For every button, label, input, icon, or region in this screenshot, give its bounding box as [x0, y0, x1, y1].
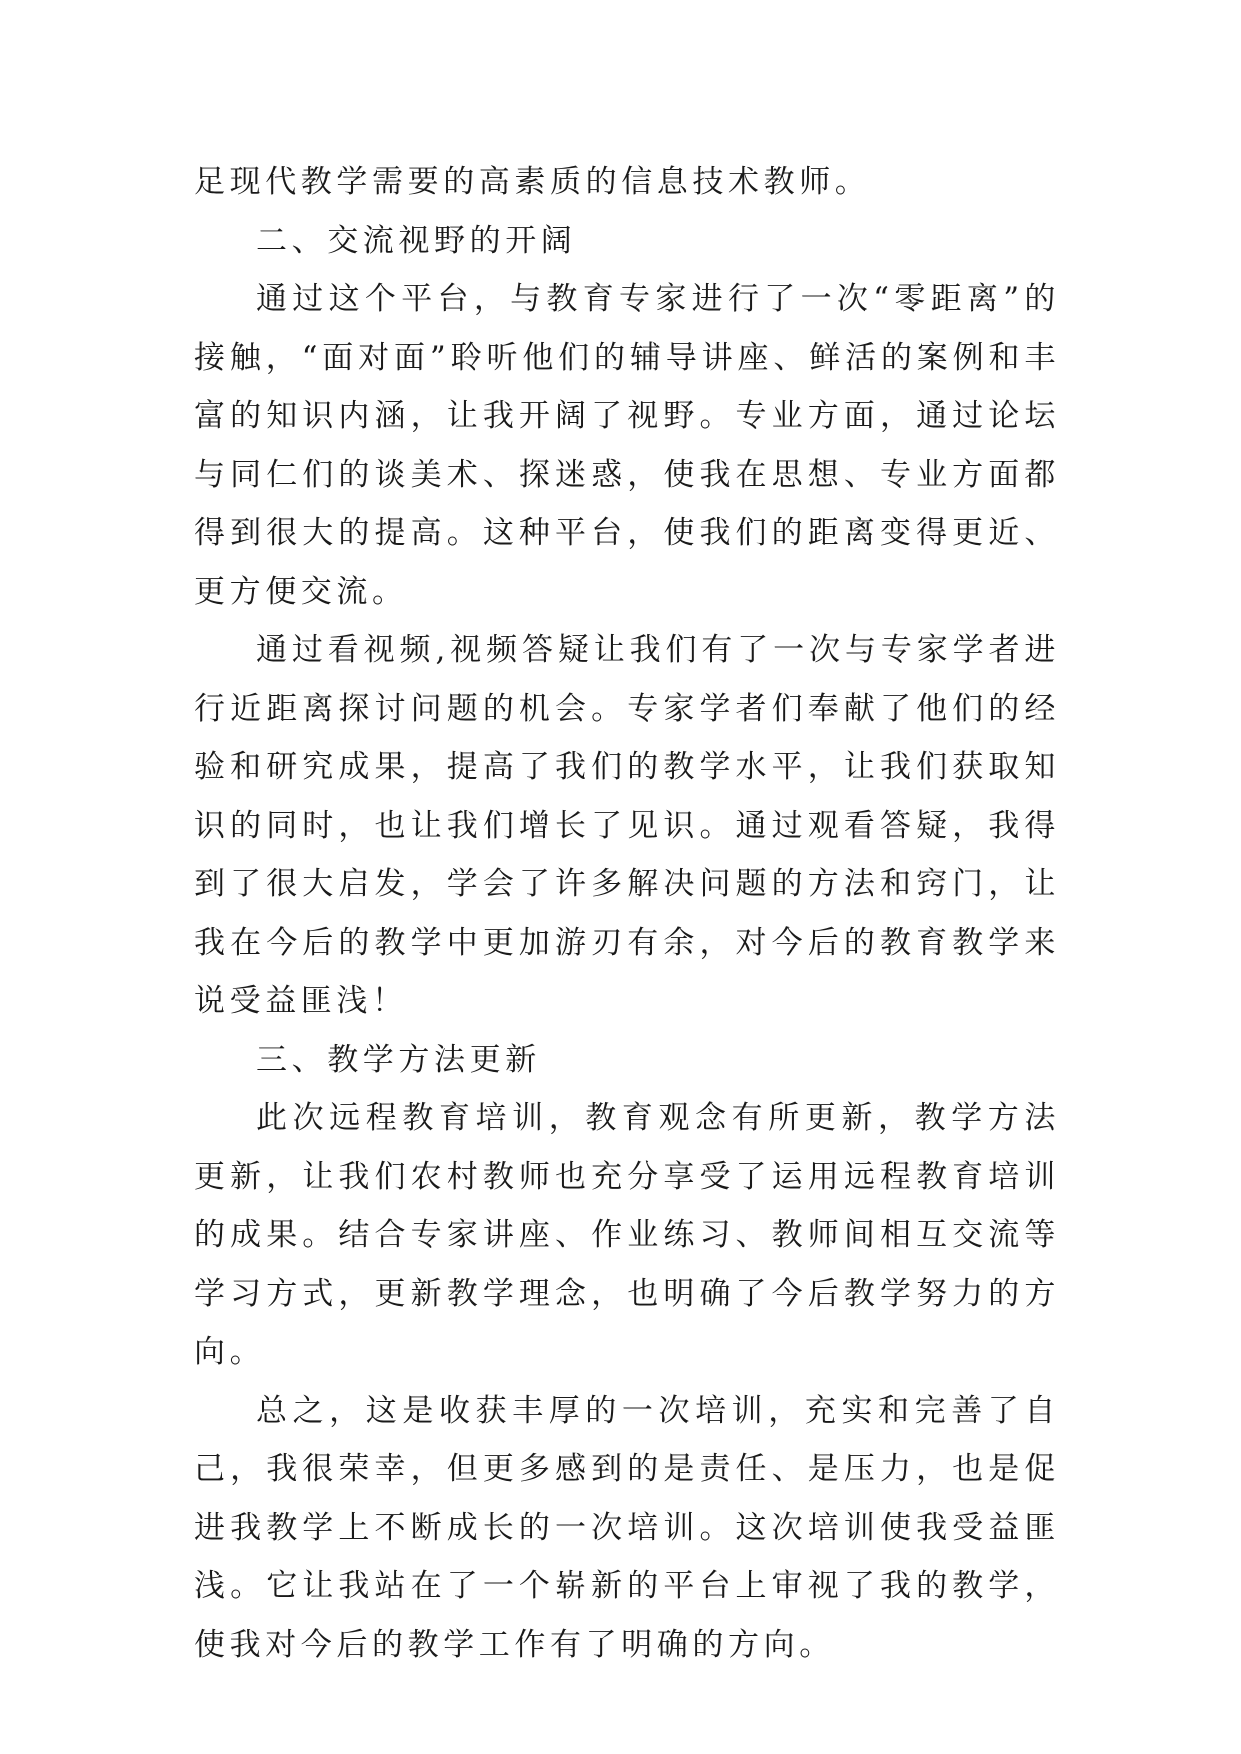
document-body — [194, 153, 1060, 1674]
section-heading-2: 二、交流视野的开阔 — [256, 222, 577, 259]
paragraph-conclusion: 总之，这是收获丰厚的一次培训，充实和完善了自己，我很荣幸，但更多感到的是责任、是压力，也是促进我教学上不断成长的一次培训。这次培训使我受益匪浅。它让我站在了一个崭新的平台上审视了我的教学，使我对今后的教学工作有了明确的方向。 — [194, 1392, 1060, 1663]
paragraph-continuation: 足现代教学需要的高素质的信息技术教师。 — [194, 164, 871, 200]
paragraph: 此次远程教育培训，教育观念有所更新，教学方法更新，让我们农村教师也充分享受了运用远程教育培训的成果。结合专家讲座、作业练习、教师间相互交流等学习方式，更新教学理念，也明确了今后教学努力的方向。 — [194, 1100, 1060, 1370]
paragraph: 通过这个平台，与教育专家进行了一次“零距离”的接触，“面对面”聆听他们的辅导讲座、鲜活的案例和丰富的知识内涵，让我开阔了视野。专业方面，通过论坛与同仁们的谈美术、探迷惑，使我在思想、专业方面都得到很大的提高。这种平台，使我们的距离变得更近、更方便交流。 — [194, 281, 1060, 610]
paragraph: 通过看视频,视频答疑让我们有了一次与专家学者进行近距离探讨问题的机会。专家学者们奉献了他们的经验和研究成果，提高了我们的教学水平，让我们获取知识的同时，也让我们增长了见识。通过观看答疑，我得到了很大启发，学会了许多解决问题的方法和窍门，让我在今后的教学中更加游刃有余，对今后的教育教学来说受益匪浅！ — [194, 632, 1060, 1019]
section-heading-3: 三、教学方法更新 — [256, 1041, 541, 1078]
